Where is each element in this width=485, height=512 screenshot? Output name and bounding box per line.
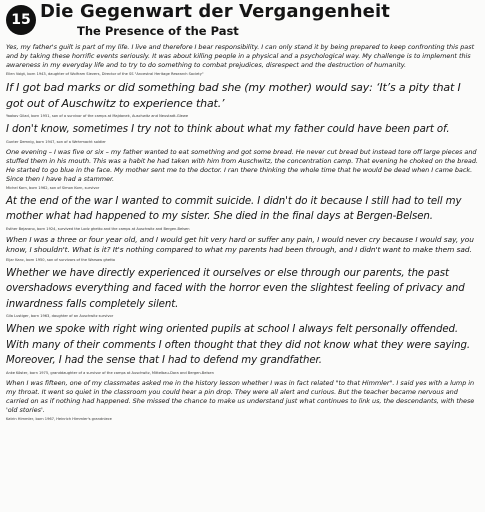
quote-attribution: Yaakov Gilad, born 1951, son of a survivor of the camps at Majdanek, Auschwitz and Neustadt-Glewe [6,114,189,118]
quote-text: At the end of the war I wanted to commit suicide. I didn't do it because I still had to tell my mother what had happened to my sister. She died in the final days at Bergen-Belsen. [6,195,462,222]
quote-text: I don't know, sometimes I try not to think about what my father could have been part of. [6,124,450,135]
page-subtitle: The Presence of the Past [77,24,239,38]
quotes-list [6,43,480,425]
quote-attribution: Anke Köster, born 1975, granddaughter of a survivor of the camps at Auschwitz, Mittelbau-Dora and Bergen-Belsen [6,370,214,375]
quote-text: Whether we have directly experienced it ourselves or else through our parents, the past overshadows everything and faced with the horror even the slightest feeling of privacy and inwardness falls completely silent. [6,267,465,310]
quote-text: When I was a three or four year old, and I would get hit very hard or suffer any pain, I would never cry because I would say, you know, I shouldn't. What is it? It's nothing compared to what my parents had been through, and I didn't want to make them sad. [6,234,474,254]
quote-attribution: Esther Bejarano, born 1924, survived the Lodz ghetto and the camps at Auschwitz and Bergen-Belsen [6,226,190,231]
quote-attribution: Gila Lustiger, born 1963, daughter of an Auschwitz survivor [6,314,114,318]
quote-text: If I got bad marks or did something bad she (my mother) would say: ‘It’s a pity that I got out of Auschwitz to experience that.’ [6,81,461,110]
quote-text: When we spoke with right wing oriented pupils at school I always felt personally offended. With many of their comments I often thought that they did not know what they were saying. Moreover, I had the sense that I had to defend my grandfather. [6,324,470,366]
quote-attribution: Michel Korn, born 1962, son of Simon Korn, survivor [6,185,100,190]
quote-attribution: Katrin Himmler, born 1967, Heinrich Himmler's grandniece [6,416,112,421]
page-title: Die Gegenwart der Vergangenheit [40,1,390,22]
section-number-badge: 15 [6,5,36,35]
quote-attribution: Gunter Demnig, born 1947, son of a Wehrmacht soldier [6,139,106,144]
quote-attribution: Eljar Kanc, born 1950, son of survivors of the Warsaw ghetto [6,257,116,262]
quote-text: One evening – I was five or six – my father wanted to eat something and got some bread. He never cut bread but instead tore off large pieces and stuffed them in his mouth. This was a habit he had taken with him from Auschwitz, the concentration camp. That evening he choked on the bread. He started to go blue in the face. My mother sent me to the doctor. I ran there thinking the whole time that he would be dead when I came back. Since then I have had a stammer. [6,147,478,183]
quote-text: Yes, my father's guilt is part of my life. I live and therefore I bear responsibility. I can only stand it by being prepared to keep confronting this past and by taking these horrific events seriously. It was about killing people in a physical and a psychological way. My challenge is to implement this awareness in my everyday life and to try to do something to combat prejudices, disrespect and the destruction of humanity. [6,43,475,69]
quote-text: When I was fifteen, one of my classmates asked me in the history lesson whether I was in fact related "to that Himmler". I said yes with a lump in my throat. It went so quiet in the classroom you could hear a pin drop. They were all alert and curious. But the teacher became nervous and carried on as if nothing had happened. She missed the chance to make us understand just what continues to link us, the descendants, with these 'old stories'. [6,378,475,414]
quote-attribution: Ellen Voigt, born 1943, daughter of Wolfram Sievers, Director of the SS "Ancestral Heritage Research Society" [6,72,204,76]
